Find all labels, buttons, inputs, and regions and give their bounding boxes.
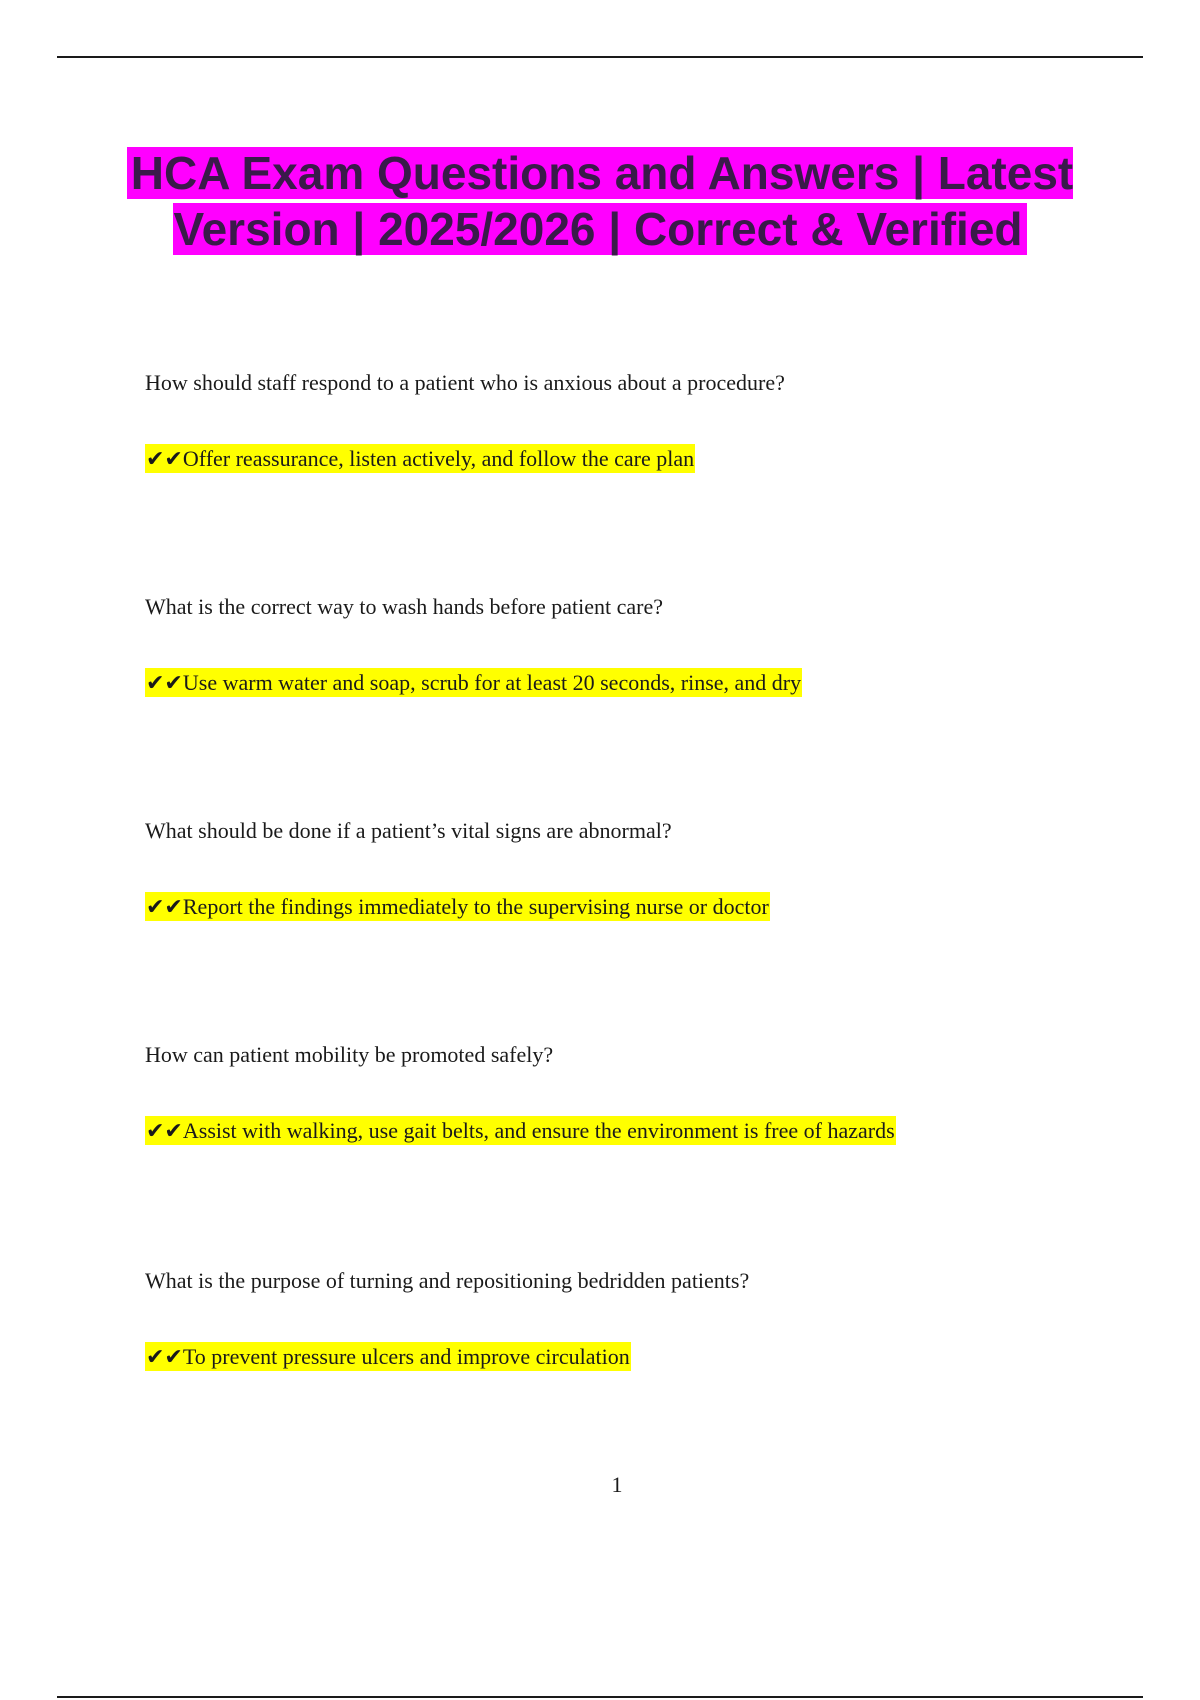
question-text: What is the purpose of turning and repositioning bedridden patients? [145, 1268, 750, 1293]
answer-text [145, 669, 802, 698]
answer-label: Use warm water and soap, scrub for at least 20 seconds, rinse, and dry [182, 670, 802, 695]
answer-text [145, 893, 770, 922]
answer-label: Assist with walking, use gait belts, and ensure the environment is free of hazards [182, 1118, 895, 1143]
document-title-text: HCA Exam Questions and Answers | Latest Version | 2025/2026 | Correct & Verified [127, 147, 1073, 255]
double-check-icon: ✔✔ [146, 447, 183, 472]
qa-item-3 [145, 817, 1145, 920]
double-check-icon: ✔✔ [146, 1345, 183, 1370]
answer-label: To prevent pressure ulcers and improve circulation [182, 1344, 630, 1369]
qa-item-2 [145, 593, 1145, 696]
answer-text [145, 1117, 896, 1146]
answer-text [145, 1343, 631, 1372]
qa-item-4 [145, 1041, 1145, 1144]
answer-label: Report the findings immediately to the supervising nurse or doctor [182, 894, 769, 919]
double-check-icon: ✔✔ [146, 671, 183, 696]
document-title [100, 145, 1100, 257]
qa-item-1 [145, 369, 1145, 472]
double-check-icon: ✔✔ [146, 895, 183, 920]
question-text: How can patient mobility be promoted safely? [145, 1042, 554, 1067]
qa-item-5 [145, 1267, 1145, 1370]
double-check-icon: ✔✔ [146, 1119, 183, 1144]
bottom-rule [57, 1696, 1143, 1698]
top-rule [57, 56, 1143, 58]
answer-text [145, 445, 695, 474]
answer-label: Offer reassurance, listen actively, and follow the care plan [182, 446, 695, 471]
question-text: How should staff respond to a patient who is anxious about a procedure? [145, 370, 785, 395]
question-text: What should be done if a patient’s vital signs are abnormal? [145, 818, 672, 843]
page-number: 1 [611, 1472, 623, 1497]
question-text: What is the correct way to wash hands before patient care? [145, 594, 663, 619]
